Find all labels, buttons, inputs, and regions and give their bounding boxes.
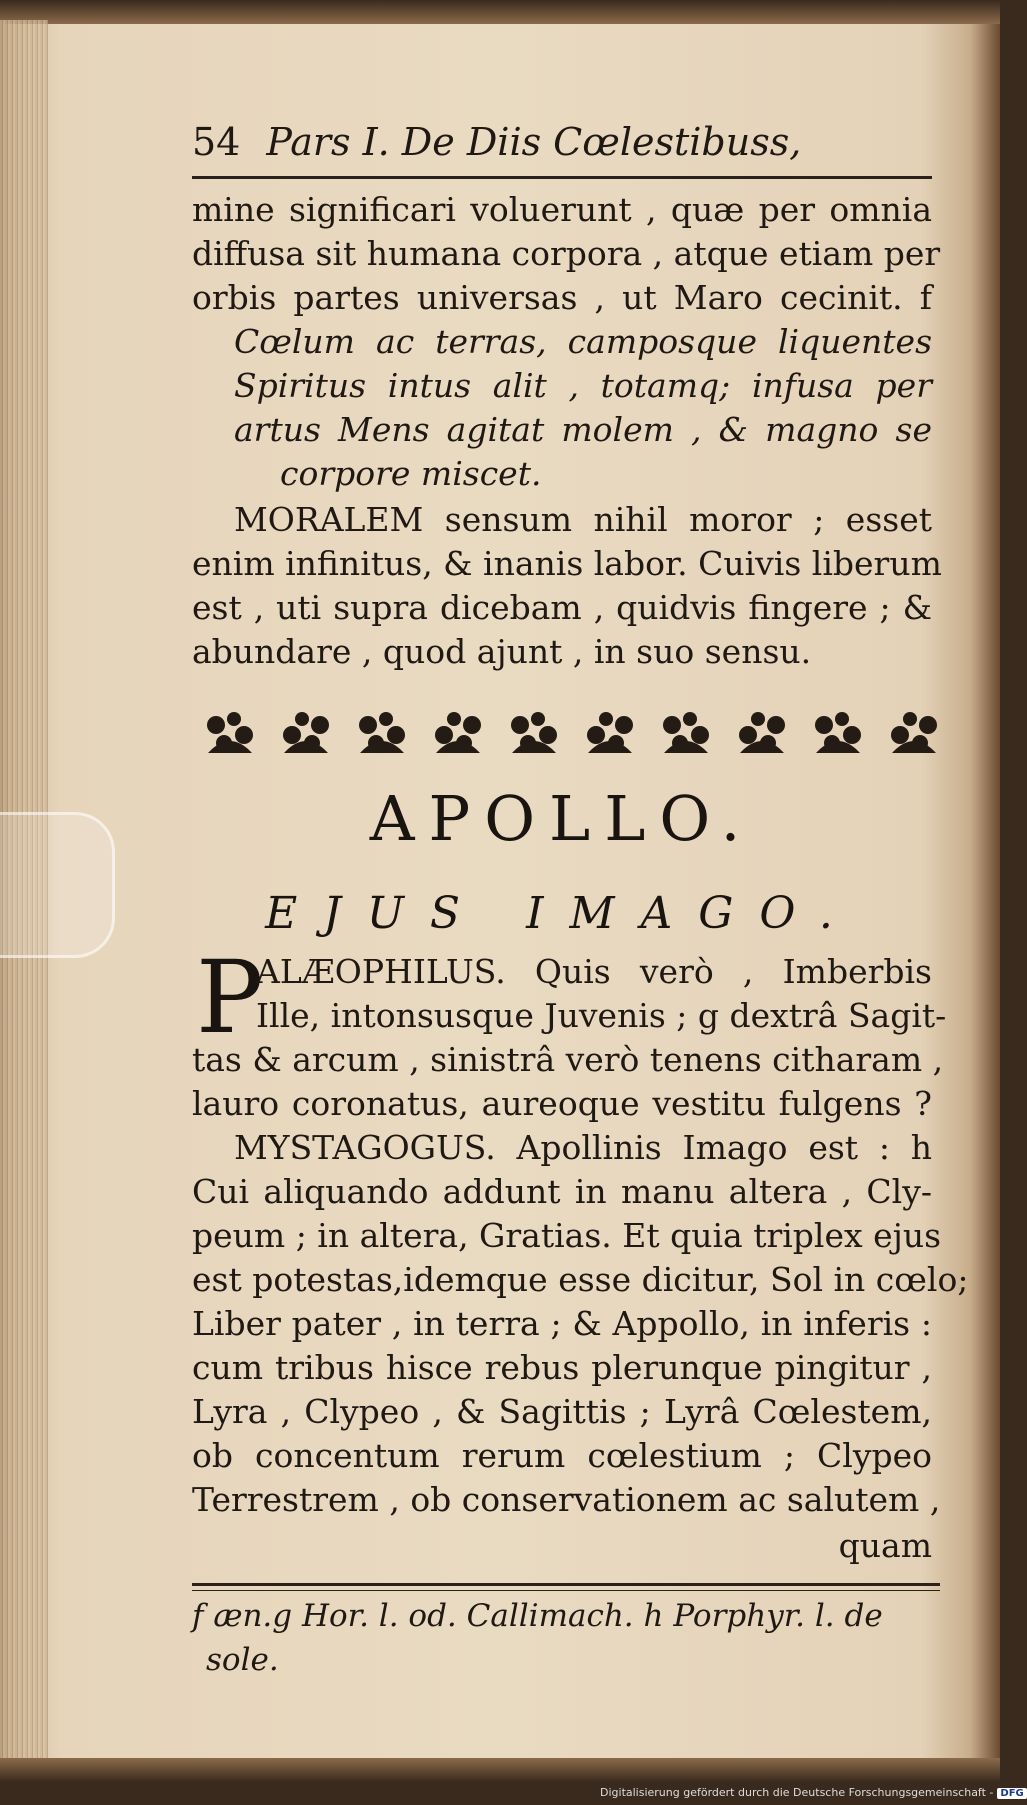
dialogue-line: ALÆOPHILUS. Quis verò , Imberbis: [256, 952, 932, 991]
binding-bottom: [0, 1758, 1000, 1782]
dialogue-line: ob concentum rerum cœlestium ; Clypeo: [192, 1436, 932, 1475]
verse-line: Cœlum ac terras, camposque liquentes: [234, 322, 932, 361]
dialogue-line: Ille, intonsusque Juvenis ; g dextrâ Sagit-: [256, 996, 947, 1035]
drop-cap: P: [196, 939, 264, 1056]
fleuron-icon: [202, 707, 258, 759]
dialogue-line: Terrestrem , ob conservationem ac salutem ,: [192, 1480, 941, 1519]
fleuron-icon: [734, 707, 790, 759]
page-number: 54: [192, 120, 241, 164]
fleuron-icon: [354, 707, 410, 759]
fleuron-icon: [810, 707, 866, 759]
fleuron-icon: [658, 707, 714, 759]
catchword: quam: [838, 1526, 932, 1565]
dialogue-line: peum ; in altera, Gratias. Et quia triplex ejus: [192, 1216, 942, 1255]
running-header: [192, 120, 932, 179]
section-subtitle: EJUS IMAGO.: [265, 888, 859, 939]
dialogue-line: tas & arcum , sinistrâ verò tenens citharam ,: [192, 1040, 944, 1079]
footnote-line: sole.: [206, 1642, 279, 1678]
verse-line: corpore miscet.: [280, 454, 542, 493]
footnote-line: f æn.g Hor. l. od. Callimach. h Porphyr. l. de: [192, 1598, 883, 1634]
fleuron-icon: [886, 707, 942, 759]
body-line: abundare , quod ajunt , in suo sensu.: [192, 632, 812, 671]
body-line: mine significari voluerunt , quæ per omnia: [192, 190, 932, 229]
fleuron-icon: [278, 707, 334, 759]
dialogue-line: Cui aliquando addunt in manu altera , Cly-: [192, 1172, 932, 1211]
dialogue-line: est potestas,idemque esse dicitur, Sol in cœlo;: [192, 1260, 969, 1299]
section-title: APOLLO.: [369, 782, 755, 855]
body-line: diffusa sit humana corpora , atque etiam per: [192, 234, 941, 273]
body-line: MORALEM sensum nihil moror ; esset: [234, 500, 932, 539]
verse-line: Spiritus intus alit , totamq; infusa per: [234, 366, 932, 405]
digitization-credit: [600, 1786, 1027, 1799]
fleuron-icon: [430, 707, 486, 759]
running-title: Pars I. De Diis Cœlestibuss,: [266, 120, 802, 164]
binding-top: [0, 0, 1000, 24]
dialogue-line: Lyra , Clypeo , & Sagittis ; Lyrâ Cœlestem,: [192, 1392, 932, 1431]
verse-line: artus Mens agitat molem , & magno se: [234, 410, 932, 449]
fleuron-icon: [582, 707, 638, 759]
fleuron-icon: [506, 707, 562, 759]
footnotes: [192, 1596, 932, 1696]
dfg-logo-icon: DFG: [997, 1788, 1026, 1799]
body-line: orbis partes universas , ut Maro cecinit. f: [192, 278, 932, 317]
credit-text: Digitalisierung gefördert durch die Deutsche Forschungsgemeinschaft -: [600, 1786, 994, 1799]
body-line: est , uti supra dicebam , quidvis fingere ; &: [192, 588, 932, 627]
bookmark-clip: [0, 812, 115, 958]
body-text-top: [192, 190, 942, 690]
body-line: enim infinitus, & inanis labor. Cuivis liberum: [192, 544, 942, 583]
footnote-rule-thin: [192, 1590, 940, 1591]
fleuron-ornament-band: [202, 700, 942, 766]
dialogue-line: cum tribus hisce rebus plerunque pingitur ,: [192, 1348, 932, 1387]
dialogue-line: MYSTAGOGUS. Apollinis Imago est : h: [234, 1128, 932, 1167]
body-text-dialogue: [192, 952, 969, 1572]
footnote-rule: [192, 1583, 940, 1586]
dialogue-line: Liber pater , in terra ; & Appollo, in inferis :: [192, 1304, 932, 1343]
dialogue-line: lauro coronatus, aureoque vestitu fulgens ?: [192, 1084, 932, 1123]
